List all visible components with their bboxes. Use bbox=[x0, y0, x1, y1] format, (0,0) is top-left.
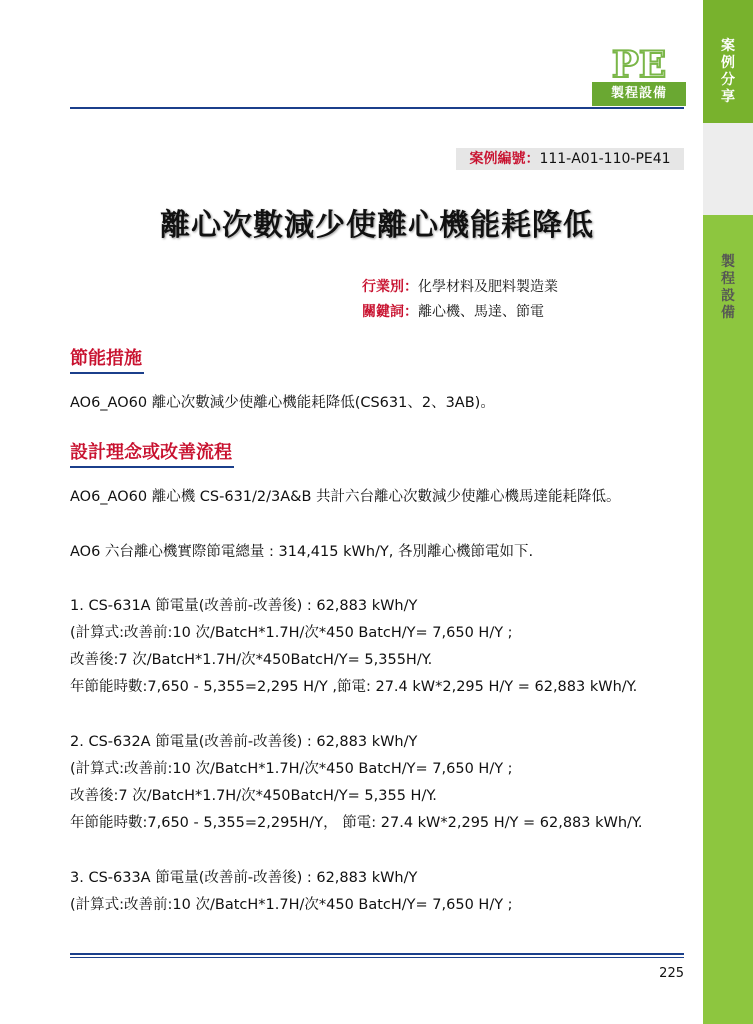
case-number-value: 111-A01-110-PE41 bbox=[539, 151, 671, 167]
calc-line: 改善後:7 次/BatcH*1.7H/次*450BatcH/Y= 5,355 H/Y. bbox=[70, 788, 437, 804]
calc-line: (計算式:改善前:10 次/BatcH*1.7H/次*450 BatcH/Y= 7,650 H/Y ; bbox=[70, 897, 513, 913]
pe-logo bbox=[592, 48, 686, 82]
side-tab-case-share-label: 案例分享 bbox=[721, 38, 735, 105]
pe-logo-caption: 製程設備 bbox=[592, 82, 686, 106]
pe-logo-text: PE bbox=[611, 48, 667, 82]
footer-divider bbox=[70, 953, 684, 955]
design-intro-text: AO6_AO60 離心機 CS-631/2/3A&B 共計六台離心次數減少使離心機馬達能耗降低。 bbox=[70, 489, 621, 505]
calc-line: 3. CS-633A 節電量(改善前-改善後) : 62,883 kWh/Y bbox=[70, 870, 418, 886]
case-number-bar bbox=[456, 148, 684, 170]
calc-line: 2. CS-632A 節電量(改善前-改善後) : 62,883 kWh/Y bbox=[70, 734, 418, 750]
calc-block-cs633a bbox=[70, 865, 700, 919]
section-title-design: 設計理念或改善流程 bbox=[70, 440, 234, 468]
industry-value: 化學材料及肥料製造業 bbox=[418, 279, 558, 295]
calc-block-cs631a bbox=[70, 593, 700, 701]
footer-divider-thin bbox=[70, 957, 684, 958]
calc-line: 1. CS-631A 節電量(改善前-改善後) : 62,883 kWh/Y bbox=[70, 598, 418, 614]
measures-text: AO6_AO60 離心次數減少使離心機能耗降低(CS631、2、3AB)。 bbox=[70, 395, 495, 411]
keywords-label: 關鍵詞： bbox=[362, 304, 418, 320]
header-divider bbox=[70, 107, 684, 109]
calc-line: 年節能時數:7,650 - 5,355=2,295H/Y， 節電: 27.4 kW*2,295 H/Y = 62,883 kWh/Y. bbox=[70, 815, 643, 831]
side-tab-process-equipment-label: 製程設備 bbox=[721, 254, 735, 321]
industry-label: 行業別： bbox=[362, 279, 418, 295]
calc-line: 年節能時數:7,650 - 5,355=2,295 H/Y ,節電: 27.4 kW*2,295 H/Y = 62,883 kWh/Y. bbox=[70, 679, 638, 695]
meta-keywords bbox=[362, 302, 544, 322]
side-tab-process-equipment[interactable] bbox=[703, 123, 753, 321]
keywords-value: 離心機、馬達、節電 bbox=[418, 304, 544, 320]
calc-line: (計算式:改善前:10 次/BatcH*1.7H/次*450 BatcH/Y= 7,650 H/Y ; bbox=[70, 761, 513, 777]
design-total-text: AO6 六台離心機實際節電總量 : 314,415 kWh/Y, 各別離心機節電如下. bbox=[70, 544, 534, 560]
meta-industry bbox=[362, 277, 558, 297]
page-number: 225 bbox=[659, 966, 684, 981]
side-tab-case-share[interactable] bbox=[703, 0, 753, 123]
section-title-measures: 節能措施 bbox=[70, 346, 144, 374]
calc-block-cs632a bbox=[70, 729, 700, 837]
calc-line: (計算式:改善前:10 次/BatcH*1.7H/次*450 BatcH/Y= 7,650 H/Y ; bbox=[70, 625, 513, 641]
page-title: 離心次數減少使離心機能耗降低 bbox=[160, 208, 594, 243]
calc-line: 改善後:7 次/BatcH*1.7H/次*450BatcH/Y= 5,355H/Y. bbox=[70, 652, 433, 668]
case-number-label: 案例編號： bbox=[469, 151, 540, 167]
